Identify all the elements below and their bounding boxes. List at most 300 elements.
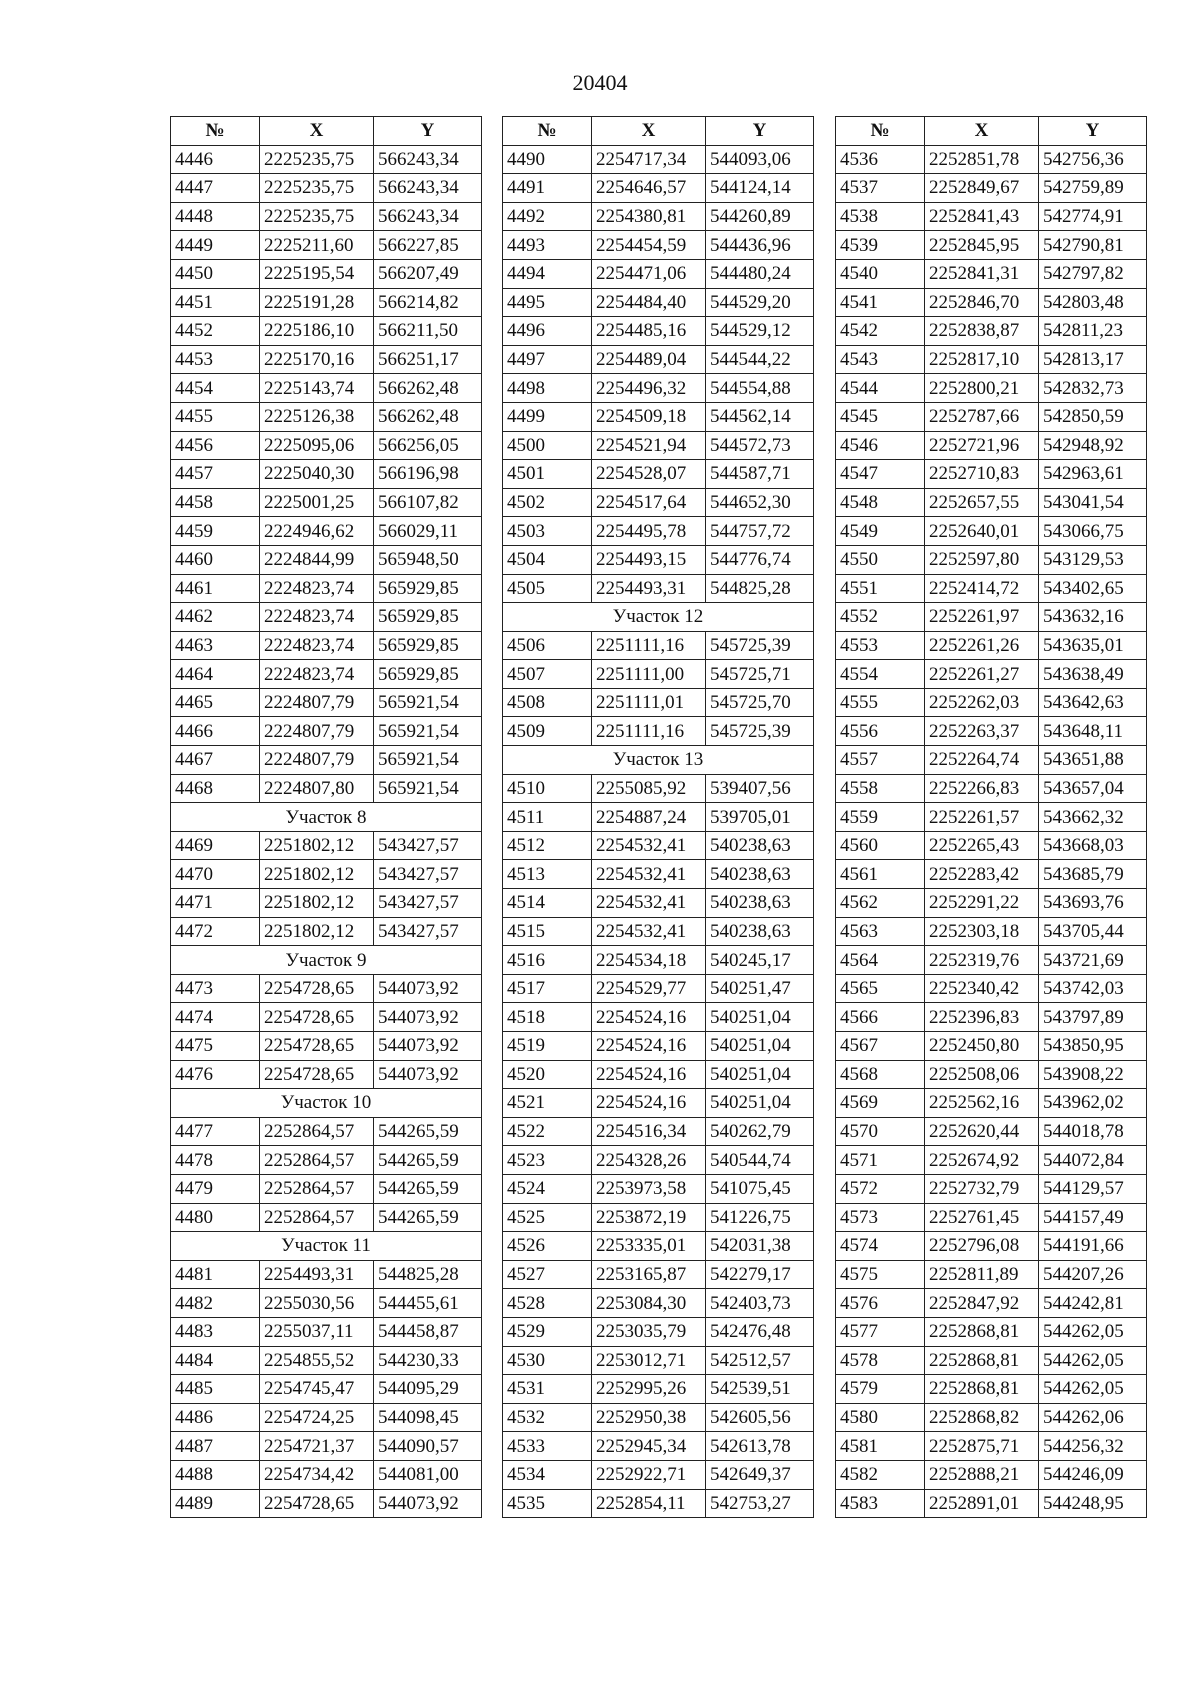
point-number: 4543: [836, 345, 925, 374]
table-row: [836, 1375, 1147, 1404]
point-number: 4483: [171, 1317, 260, 1346]
y-coordinate: 539705,01: [706, 803, 814, 832]
point-number: 4451: [171, 288, 260, 317]
x-coordinate: 2252261,27: [925, 660, 1039, 689]
table-row: [171, 660, 482, 689]
point-number: 4576: [836, 1289, 925, 1318]
x-coordinate: 2253035,79: [592, 1317, 706, 1346]
y-coordinate: 544265,59: [374, 1117, 482, 1146]
point-number: 4538: [836, 202, 925, 231]
x-coordinate: 2253084,30: [592, 1289, 706, 1318]
table-row: [836, 1232, 1147, 1261]
y-coordinate: 544095,29: [374, 1375, 482, 1404]
y-coordinate: 544191,66: [1039, 1232, 1147, 1261]
table-row: [836, 1060, 1147, 1089]
point-number: 4563: [836, 917, 925, 946]
y-coordinate: 544260,89: [706, 202, 814, 231]
point-number: 4548: [836, 488, 925, 517]
header-y: Y: [374, 117, 482, 146]
y-coordinate: 543041,54: [1039, 488, 1147, 517]
point-number: 4560: [836, 831, 925, 860]
table-row: [503, 1232, 814, 1261]
point-number: 4554: [836, 660, 925, 689]
y-coordinate: 566214,82: [374, 288, 482, 317]
point-number: 4531: [503, 1375, 592, 1404]
point-number: 4524: [503, 1174, 592, 1203]
x-coordinate: 2252847,92: [925, 1289, 1039, 1318]
y-coordinate: 544262,05: [1039, 1317, 1147, 1346]
point-number: 4519: [503, 1032, 592, 1061]
point-number: 4478: [171, 1146, 260, 1175]
point-number: 4474: [171, 1003, 260, 1032]
x-coordinate: 2254471,06: [592, 259, 706, 288]
point-number: 4544: [836, 374, 925, 403]
table-row: [503, 631, 814, 660]
table-row: [836, 1117, 1147, 1146]
point-number: 4492: [503, 202, 592, 231]
table-row: [503, 1003, 814, 1032]
x-coordinate: 2224807,79: [260, 746, 374, 775]
y-coordinate: 544265,59: [374, 1146, 482, 1175]
x-coordinate: 2254728,65: [260, 1489, 374, 1518]
table-row: [171, 1489, 482, 1518]
y-coordinate: 544073,92: [374, 1003, 482, 1032]
x-coordinate: 2224823,74: [260, 631, 374, 660]
point-number: 4559: [836, 803, 925, 832]
y-coordinate: 540238,63: [706, 831, 814, 860]
y-coordinate: 566029,11: [374, 517, 482, 546]
x-coordinate: 2252864,57: [260, 1117, 374, 1146]
table-row: [836, 803, 1147, 832]
point-number: 4513: [503, 860, 592, 889]
table-header-row: [171, 117, 482, 146]
x-coordinate: 2253872,19: [592, 1203, 706, 1232]
x-coordinate: 2253012,71: [592, 1346, 706, 1375]
point-number: 4505: [503, 574, 592, 603]
x-coordinate: 2252721,96: [925, 431, 1039, 460]
table-row: [836, 1203, 1147, 1232]
x-coordinate: 2251111,01: [592, 688, 706, 717]
y-coordinate: 544256,32: [1039, 1432, 1147, 1461]
y-coordinate: 543642,63: [1039, 688, 1147, 717]
y-coordinate: 544073,92: [374, 1489, 482, 1518]
x-coordinate: 2254728,65: [260, 1060, 374, 1089]
point-number: 4569: [836, 1089, 925, 1118]
y-coordinate: 565921,54: [374, 717, 482, 746]
point-number: 4486: [171, 1403, 260, 1432]
point-number: 4565: [836, 974, 925, 1003]
table-row: [836, 774, 1147, 803]
x-coordinate: 2251802,12: [260, 860, 374, 889]
table-row: [503, 145, 814, 174]
table-row: [503, 174, 814, 203]
y-coordinate: 543908,22: [1039, 1060, 1147, 1089]
point-number: 4450: [171, 259, 260, 288]
point-number: 4582: [836, 1460, 925, 1489]
y-coordinate: 540238,63: [706, 860, 814, 889]
y-coordinate: 544073,92: [374, 1060, 482, 1089]
point-number: 4461: [171, 574, 260, 603]
y-coordinate: 544652,30: [706, 488, 814, 517]
point-number: 4503: [503, 517, 592, 546]
y-coordinate: 544262,05: [1039, 1346, 1147, 1375]
table-row: [503, 488, 814, 517]
x-coordinate: 2254524,16: [592, 1060, 706, 1089]
point-number: 4536: [836, 145, 925, 174]
y-coordinate: 544529,20: [706, 288, 814, 317]
table-row: [171, 1289, 482, 1318]
point-number: 4514: [503, 889, 592, 918]
x-coordinate: 2252868,81: [925, 1375, 1039, 1404]
table-row: [171, 603, 482, 632]
x-coordinate: 2252811,89: [925, 1260, 1039, 1289]
point-number: 4456: [171, 431, 260, 460]
point-number: 4580: [836, 1403, 925, 1432]
y-coordinate: 543427,57: [374, 889, 482, 918]
table-row: [503, 889, 814, 918]
y-coordinate: 542803,48: [1039, 288, 1147, 317]
table-row: [836, 1003, 1147, 1032]
x-coordinate: 2254493,31: [592, 574, 706, 603]
point-number: 4540: [836, 259, 925, 288]
point-number: 4470: [171, 860, 260, 889]
x-coordinate: 2224823,74: [260, 574, 374, 603]
table-row: [171, 1003, 482, 1032]
point-number: 4515: [503, 917, 592, 946]
point-number: 4447: [171, 174, 260, 203]
point-number: 4561: [836, 860, 925, 889]
point-number: 4494: [503, 259, 592, 288]
table-row: [503, 1346, 814, 1375]
y-coordinate: 544093,06: [706, 145, 814, 174]
section-row: [503, 746, 814, 775]
y-coordinate: 543427,57: [374, 831, 482, 860]
point-number: 4517: [503, 974, 592, 1003]
x-coordinate: 2251802,12: [260, 889, 374, 918]
point-number: 4446: [171, 145, 260, 174]
y-coordinate: 543693,76: [1039, 889, 1147, 918]
table-row: [503, 317, 814, 346]
y-coordinate: 566227,85: [374, 231, 482, 260]
x-coordinate: 2224807,79: [260, 717, 374, 746]
x-coordinate: 2252761,45: [925, 1203, 1039, 1232]
x-coordinate: 2252597,80: [925, 545, 1039, 574]
point-number: 4567: [836, 1032, 925, 1061]
y-coordinate: 543705,44: [1039, 917, 1147, 946]
y-coordinate: 565929,85: [374, 631, 482, 660]
x-coordinate: 2252319,76: [925, 946, 1039, 975]
x-coordinate: 2252303,18: [925, 917, 1039, 946]
y-coordinate: 543632,16: [1039, 603, 1147, 632]
table-row: [836, 831, 1147, 860]
table-row: [171, 746, 482, 775]
table-row: [503, 460, 814, 489]
y-coordinate: 542948,92: [1039, 431, 1147, 460]
table-row: [836, 402, 1147, 431]
point-number: 4512: [503, 831, 592, 860]
table-row: [171, 259, 482, 288]
x-coordinate: 2252841,43: [925, 202, 1039, 231]
point-number: 4455: [171, 402, 260, 431]
table-row: [503, 1489, 814, 1518]
table-row: [171, 1317, 482, 1346]
x-coordinate: 2224844,99: [260, 545, 374, 574]
x-coordinate: 2254728,65: [260, 1032, 374, 1061]
table-row: [836, 174, 1147, 203]
point-number: 4471: [171, 889, 260, 918]
y-coordinate: 540245,17: [706, 946, 814, 975]
x-coordinate: 2225126,38: [260, 402, 374, 431]
point-number: 4490: [503, 145, 592, 174]
point-number: 4534: [503, 1460, 592, 1489]
table-row: [503, 431, 814, 460]
y-coordinate: 543657,04: [1039, 774, 1147, 803]
point-number: 4546: [836, 431, 925, 460]
x-coordinate: 2254529,77: [592, 974, 706, 1003]
x-coordinate: 2225186,10: [260, 317, 374, 346]
y-coordinate: 565948,50: [374, 545, 482, 574]
point-number: 4482: [171, 1289, 260, 1318]
table-row: [836, 231, 1147, 260]
point-number: 4491: [503, 174, 592, 203]
y-coordinate: 566243,34: [374, 174, 482, 203]
y-coordinate: 540251,47: [706, 974, 814, 1003]
point-number: 4469: [171, 831, 260, 860]
x-coordinate: 2252620,44: [925, 1117, 1039, 1146]
x-coordinate: 2225195,54: [260, 259, 374, 288]
table-row: [836, 517, 1147, 546]
table-row: [836, 860, 1147, 889]
x-coordinate: 2252266,83: [925, 774, 1039, 803]
x-coordinate: 2254493,31: [260, 1260, 374, 1289]
table-row: [171, 574, 482, 603]
point-number: 4527: [503, 1260, 592, 1289]
point-number: 4520: [503, 1060, 592, 1089]
x-coordinate: 2252262,03: [925, 688, 1039, 717]
table-row: [503, 660, 814, 689]
x-coordinate: 2252261,57: [925, 803, 1039, 832]
table-row: [171, 1146, 482, 1175]
x-coordinate: 2251111,00: [592, 660, 706, 689]
page-number: 20404: [572, 70, 628, 95]
point-number: 4551: [836, 574, 925, 603]
x-coordinate: 2252945,34: [592, 1432, 706, 1461]
y-coordinate: 566207,49: [374, 259, 482, 288]
y-coordinate: 542476,48: [706, 1317, 814, 1346]
x-coordinate: 2252864,57: [260, 1146, 374, 1175]
header-x: X: [925, 117, 1039, 146]
y-coordinate: 565929,85: [374, 574, 482, 603]
table-row: [171, 431, 482, 460]
point-number: 4479: [171, 1174, 260, 1203]
y-coordinate: 544265,59: [374, 1174, 482, 1203]
x-coordinate: 2252787,66: [925, 402, 1039, 431]
x-coordinate: 2254532,41: [592, 860, 706, 889]
table-row: [503, 202, 814, 231]
table-row: [171, 202, 482, 231]
table-row: [503, 231, 814, 260]
table-row: [836, 1489, 1147, 1518]
point-number: 4549: [836, 517, 925, 546]
point-number: 4480: [171, 1203, 260, 1232]
table-row: [503, 374, 814, 403]
header-y: Y: [706, 117, 814, 146]
x-coordinate: 2254516,34: [592, 1117, 706, 1146]
table-row: [836, 631, 1147, 660]
y-coordinate: 543662,32: [1039, 803, 1147, 832]
table-row: [836, 1146, 1147, 1175]
x-coordinate: 2252261,26: [925, 631, 1039, 660]
x-coordinate: 2254484,40: [592, 288, 706, 317]
y-coordinate: 566262,48: [374, 402, 482, 431]
y-coordinate: 542774,91: [1039, 202, 1147, 231]
point-number: 4518: [503, 1003, 592, 1032]
table-row: [503, 288, 814, 317]
table-row: [836, 1317, 1147, 1346]
x-coordinate: 2252868,82: [925, 1403, 1039, 1432]
y-coordinate: 544129,57: [1039, 1174, 1147, 1203]
x-coordinate: 2252846,70: [925, 288, 1039, 317]
y-coordinate: 566243,34: [374, 202, 482, 231]
table-row: [171, 688, 482, 717]
y-coordinate: 566251,17: [374, 345, 482, 374]
header-number: №: [171, 117, 260, 146]
x-coordinate: 2254524,16: [592, 1003, 706, 1032]
x-coordinate: 2225095,06: [260, 431, 374, 460]
table-row: [503, 345, 814, 374]
point-number: 4476: [171, 1060, 260, 1089]
table-row: [503, 1432, 814, 1461]
y-coordinate: 544124,14: [706, 174, 814, 203]
y-coordinate: 544262,06: [1039, 1403, 1147, 1432]
point-number: 4477: [171, 1117, 260, 1146]
y-coordinate: 565929,85: [374, 660, 482, 689]
table-row: [836, 917, 1147, 946]
x-coordinate: 2252838,87: [925, 317, 1039, 346]
point-number: 4583: [836, 1489, 925, 1518]
x-coordinate: 2254717,34: [592, 145, 706, 174]
table-row: [171, 917, 482, 946]
point-number: 4467: [171, 746, 260, 775]
point-number: 4510: [503, 774, 592, 803]
x-coordinate: 2254532,41: [592, 917, 706, 946]
table-row: [171, 1203, 482, 1232]
y-coordinate: 542832,73: [1039, 374, 1147, 403]
y-coordinate: 542797,82: [1039, 259, 1147, 288]
point-number: 4574: [836, 1232, 925, 1261]
table-header-row: [503, 117, 814, 146]
table-row: [503, 574, 814, 603]
x-coordinate: 2225143,74: [260, 374, 374, 403]
x-coordinate: 2255037,11: [260, 1317, 374, 1346]
x-coordinate: 2254493,15: [592, 545, 706, 574]
section-title: Участок 12: [503, 603, 814, 632]
point-number: 4552: [836, 603, 925, 632]
table-row: [171, 402, 482, 431]
x-coordinate: 2254646,57: [592, 174, 706, 203]
y-coordinate: 540238,63: [706, 917, 814, 946]
x-coordinate: 2254532,41: [592, 831, 706, 860]
table-row: [836, 1346, 1147, 1375]
table-row: [836, 1174, 1147, 1203]
table-row: [171, 1260, 482, 1289]
x-coordinate: 2252265,43: [925, 831, 1039, 860]
y-coordinate: 542512,57: [706, 1346, 814, 1375]
table-row: [503, 1260, 814, 1289]
table-row: [171, 1117, 482, 1146]
y-coordinate: 544825,28: [374, 1260, 482, 1289]
x-coordinate: 2254887,24: [592, 803, 706, 832]
point-number: 4465: [171, 688, 260, 717]
table-row: [171, 831, 482, 860]
y-coordinate: 542403,73: [706, 1289, 814, 1318]
table-row: [171, 488, 482, 517]
x-coordinate: 2252640,01: [925, 517, 1039, 546]
y-coordinate: 544455,61: [374, 1289, 482, 1318]
point-number: 4459: [171, 517, 260, 546]
section-row: [171, 1232, 482, 1261]
point-number: 4449: [171, 231, 260, 260]
point-number: 4568: [836, 1060, 925, 1089]
point-number: 4475: [171, 1032, 260, 1061]
x-coordinate: 2252562,16: [925, 1089, 1039, 1118]
coordinates-table-right: [835, 116, 1147, 1518]
x-coordinate: 2254724,25: [260, 1403, 374, 1432]
x-coordinate: 2224807,80: [260, 774, 374, 803]
point-number: 4448: [171, 202, 260, 231]
y-coordinate: 542963,61: [1039, 460, 1147, 489]
point-number: 4528: [503, 1289, 592, 1318]
point-number: 4463: [171, 631, 260, 660]
y-coordinate: 544018,78: [1039, 1117, 1147, 1146]
x-coordinate: 2252414,72: [925, 574, 1039, 603]
x-coordinate: 2252283,42: [925, 860, 1039, 889]
table-row: [836, 660, 1147, 689]
x-coordinate: 2224946,62: [260, 517, 374, 546]
table-row: [836, 374, 1147, 403]
y-coordinate: 543651,88: [1039, 746, 1147, 775]
point-number: 4566: [836, 1003, 925, 1032]
table-row: [171, 717, 482, 746]
x-coordinate: 2253335,01: [592, 1232, 706, 1261]
table-row: [836, 688, 1147, 717]
table-row: [836, 603, 1147, 632]
table-row: [171, 1032, 482, 1061]
point-number: 4506: [503, 631, 592, 660]
table-row: [503, 831, 814, 860]
table-row: [836, 1460, 1147, 1489]
x-coordinate: 2254524,16: [592, 1089, 706, 1118]
table-row: [503, 688, 814, 717]
x-coordinate: 2252864,57: [260, 1174, 374, 1203]
point-number: 4533: [503, 1432, 592, 1461]
y-coordinate: 540251,04: [706, 1032, 814, 1061]
y-coordinate: 543797,89: [1039, 1003, 1147, 1032]
table-row: [171, 1346, 482, 1375]
header-x: X: [260, 117, 374, 146]
x-coordinate: 2252995,26: [592, 1375, 706, 1404]
point-number: 4493: [503, 231, 592, 260]
y-coordinate: 542759,89: [1039, 174, 1147, 203]
section-title: Участок 9: [171, 946, 482, 975]
y-coordinate: 541226,75: [706, 1203, 814, 1232]
table-row: [171, 1174, 482, 1203]
x-coordinate: 2252817,10: [925, 345, 1039, 374]
table-row: [171, 517, 482, 546]
table-row: [171, 1375, 482, 1404]
point-number: 4468: [171, 774, 260, 803]
x-coordinate: 2225001,25: [260, 488, 374, 517]
